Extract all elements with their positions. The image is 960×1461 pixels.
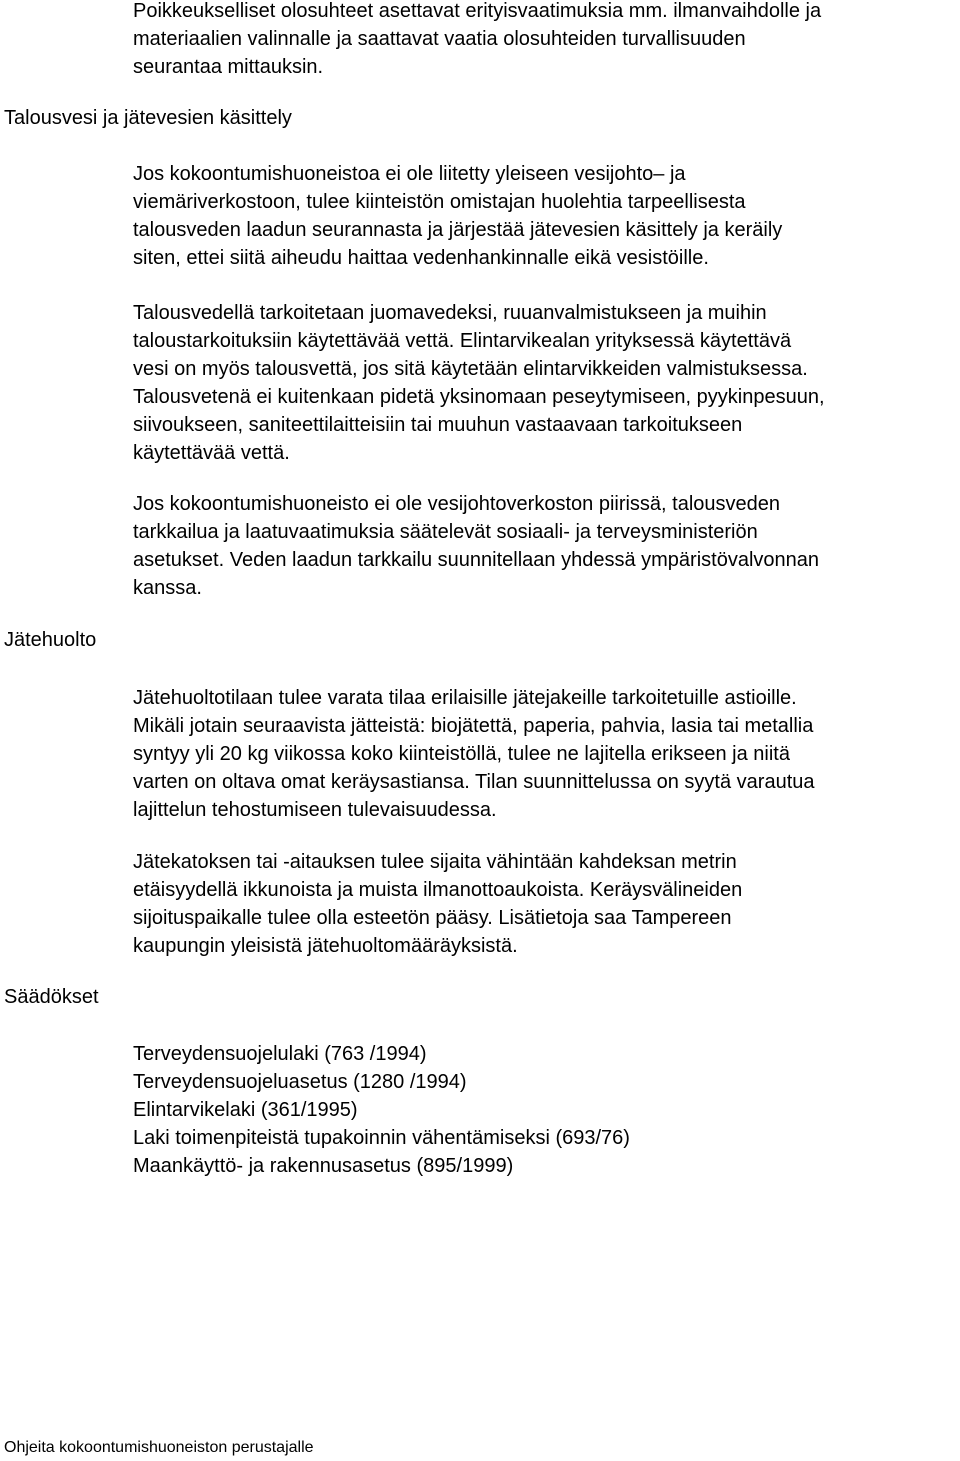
intro-paragraph: Poikkeukselliset olosuhteet asettavat erityisvaatimuksia mm. ilmanvaihdolle ja materiaalien valinnalle ja saattavat vaatia olosuhteiden turvallisuuden seurantaa mittauksin. (133, 0, 822, 78)
waste-paragraph-1: Jätehuoltotilaan tulee varata tilaa erilaisille jätejakeille tarkoitetuille astioille. Mikäli jotain seuraavista jätteistä: biojätettä, paperia, pahvia, lasia tai metallia syntyy yli 20 kg viikossa koko kiinteistöllä, tulee ne lajitella erikseen ja niitä varten on oltava omat keräysastiansa. Tilan suunnittelussa on syytä varautua lajittelun tehostumiseen tulevaisuudessa. (133, 687, 815, 821)
water-paragraph-2: Talousvedellä tarkoitetaan juomavedeksi, ruuanvalmistukseen ja muihin taloustarkoituksiin käytettävää vettä. Elintarvikealan yrityksessä käytettävä vesi on myös talousvettä, jos sitä käytetään elintarvikkeiden valmistuksessa. Talousvetenä ei kuitenkaan pidetä yksinomaan peseytymiseen, pyykinpesuun, siivoukseen, saniteettilaitteisiin tai muuhun vastaavaan tarkoitukseen käytettävää vettä. (133, 302, 825, 464)
section-heading-regulations: Säädökset (4, 986, 99, 1008)
water-paragraph-3: Jos kokoontumishuoneisto ei ole vesijohtoverkoston piirissä, talousveden tarkkailua ja laatuvaatimuksia säätelevät sosiaali- ja terveysministeriön asetukset. Veden laadun tarkkailu suunnitellaan yhdessä ympäristövalvonnan kanssa. (133, 493, 819, 599)
water-paragraph-1: Jos kokoontumishuoneistoa ei ole liitetty yleiseen vesijohto– ja viemäriverkostoon, tulee kiinteistön omistajan huolehtia tarpeellisesta talousveden laadun seurannasta ja järjestää jätevesien käsittely ja keräily siten, ettei siitä aiheudu haittaa vedenhankinnalle eikä vesistöille. (133, 163, 783, 269)
regulation-item: Terveydensuojelulaki (763 /1994) (133, 1043, 427, 1065)
regulation-item: Elintarvikelaki (361/1995) (133, 1099, 358, 1121)
regulation-item: Maankäyttö- ja rakennusasetus (895/1999) (133, 1155, 514, 1177)
section-heading-waste: Jätehuolto (4, 629, 97, 651)
regulation-item: Laki toimenpiteistä tupakoinnin vähentämiseksi (693/76) (133, 1127, 630, 1149)
section-heading-water: Talousvesi ja jätevesien käsittely (4, 107, 292, 129)
regulations-list (133, 1040, 630, 1180)
regulation-item: Terveydensuojeluasetus (1280 /1994) (133, 1071, 467, 1093)
page-footer: Ohjeita kokoontumishuoneiston perustajalle (4, 1439, 314, 1456)
waste-paragraph-2: Jätekatoksen tai -aitauksen tulee sijaita vähintään kahdeksan metrin etäisyydellä ikkunoista ja muista ilmanottoaukoista. Keräysvälineiden sijoituspaikalle tulee olla esteetön pääsy. Lisätietoja saa Tampereen kaupungin yleisistä jätehuoltomääräyksistä. (133, 851, 743, 957)
